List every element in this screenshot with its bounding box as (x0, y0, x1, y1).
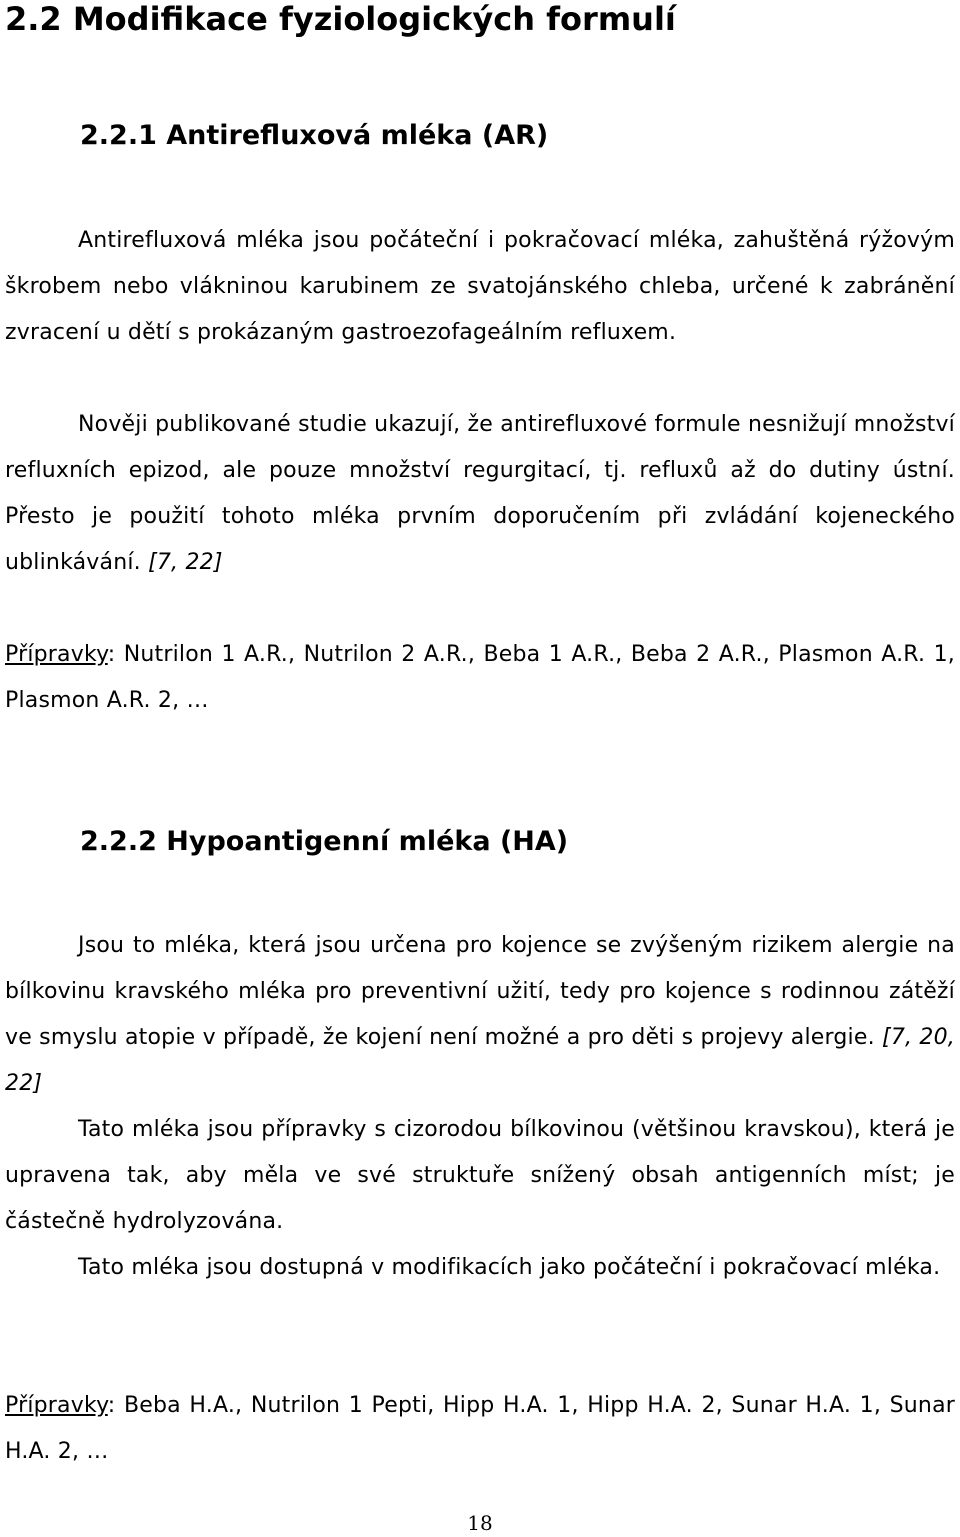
ar-citation: [7, 22] (148, 550, 223, 575)
ha-paragraph-1 (5, 923, 955, 1107)
ar-products (5, 632, 955, 724)
ar-products-text: : Nutrilon 1 A.R., Nutrilon 2 A.R., Beba 1 A.R., Beba 2 A.R., Plasmon A.R. 1, Plasmon A.R. 2, … (5, 642, 955, 713)
ha-products-text: : Beba H.A., Nutrilon 1 Pepti, Hipp H.A. 1, Hipp H.A. 2, Sunar H.A. 1, Sunar H.A. 2, … (5, 1393, 955, 1464)
ha-paragraph-3-text: Tato mléka jsou dostupná v modifikacích jako počáteční i pokračovací mléka. (78, 1255, 941, 1280)
subsection-heading-ha: 2.2.2 Hypoantigenní mléka (HA) (80, 826, 569, 857)
ar-products-label: Přípravky (5, 642, 108, 667)
subsection-heading-ar: 2.2.1 Antirefluxová mléka (AR) (80, 120, 549, 151)
ar-paragraph-2 (5, 402, 955, 586)
ha-paragraph-1-text: Jsou to mléka, která jsou určena pro kojence se zvýšeným rizikem alergie na bílkovinu kravského mléka pro preventivní užití, tedy pro kojence s rodinnou zátěží ve smyslu atopie v případě, že kojení není možné a pro děti s projevy alergie. (5, 933, 955, 1050)
ha-paragraph-3 (5, 1245, 955, 1291)
ar-paragraph-1-text: Antirefluxová mléka jsou počáteční i pokračovací mléka, zahuštěná rýžovým škrobem nebo vlákninou karubinem ze svatojánského chleba, určené k zabránění zvracení u dětí s prokázaným gastroezofageálním refluxem. (5, 228, 955, 345)
ha-paragraph-2 (5, 1107, 955, 1245)
ar-paragraph-2-text: Nověji publikované studie ukazují, že antirefluxové formule nesnižují množství refluxních epizod, ale pouze množství regurgitací, tj. refluxů až do dutiny ústní. Přesto je použití tohoto mléka prvním doporučením při zvládání kojeneckého ublinkávání. (5, 412, 955, 575)
page-number: 18 (467, 1511, 493, 1535)
ha-citation: [7, 20, 22] (5, 1025, 955, 1096)
section-heading: 2.2 Modifikace fyziologických formulí (5, 0, 676, 38)
ha-products (5, 1383, 955, 1475)
ar-paragraph-1 (5, 218, 955, 356)
ha-paragraph-2-text: Tato mléka jsou přípravky s cizorodou bílkovinou (většinou kravskou), která je upravena tak, aby měla ve své struktuře snížený obsah antigenních míst; je částečně hydrolyzována. (5, 1117, 955, 1234)
ha-products-label: Přípravky (5, 1393, 108, 1418)
